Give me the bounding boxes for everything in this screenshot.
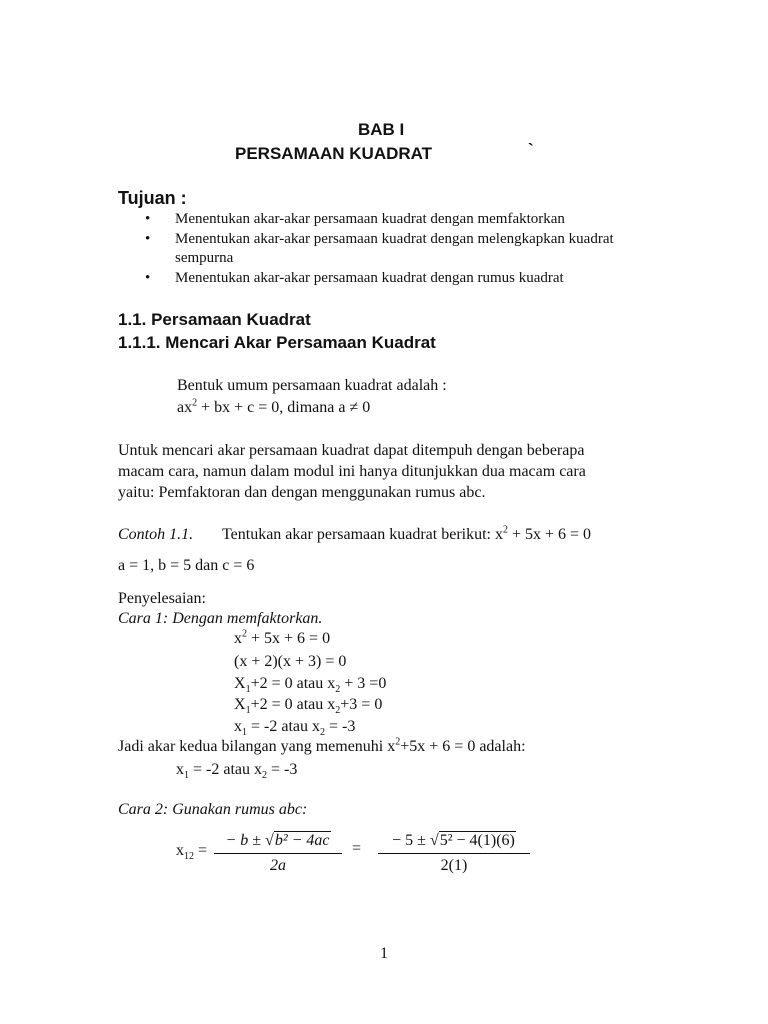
formula-abc-general xyxy=(214,832,342,875)
chapter-title: PERSAMAAN KUADRAT xyxy=(235,144,433,163)
method1-step: (x + 2)(x + 3) = 0 xyxy=(234,653,347,670)
objective-item: • Menentukan akar-akar persamaan kuadrat dengan memfaktorkan xyxy=(145,210,615,229)
equals-sign: = xyxy=(352,840,362,857)
paragraph-line: yaitu: Pemfaktoran dan dengan menggunakan rumus abc. xyxy=(118,484,486,501)
section-heading-1-1-1: 1.1.1. Mencari Akar Persamaan Kuadrat xyxy=(118,333,436,352)
paragraph-line: Untuk mencari akar persamaan kuadrat dapat ditempuh dengan beberapa xyxy=(118,442,585,459)
paragraph-line: macam cara, namun dalam modul ini hanya ditunjukkan dua macam cara xyxy=(118,463,586,480)
example-coefficients: a = 1, b = 5 dan c = 6 xyxy=(118,557,255,574)
method1-step: $x^2 + 5x + 6 = 0$ xyxy=(234,628,331,647)
formula-denominator: 2a xyxy=(270,857,286,874)
objectives-heading: Tujuan : xyxy=(118,188,187,208)
method1-step: $X_1+2 = 0$ atau $x_2+3 = 0$ xyxy=(234,696,383,717)
formula-abc-substituted xyxy=(378,832,530,875)
method1-step: $X_1+2 = 0$ atau $x_2 + 3 =0$ xyxy=(234,675,387,696)
formula-numerator: − 5 ± √5² − 4(1)(6) xyxy=(392,832,515,849)
section-heading-1-1: 1.1. Persamaan Kuadrat xyxy=(118,310,311,329)
solution-label: Penyelesaian: xyxy=(118,590,206,607)
general-form-equation: $ax^2$ + bx + c = 0, dimana a ≠ 0 xyxy=(177,397,371,416)
general-form-intro: Bentuk umum persamaan kuadrat adalah : xyxy=(177,377,447,394)
method1-step: $x_1 = -2$ atau $x_2 = -3$ xyxy=(234,718,356,739)
stray-mark: ` xyxy=(528,140,534,159)
method1-conclusion: Jadi akar kedua bilangan yang memenuhi $x^2+5x + 6 = 0$ adalah: xyxy=(118,736,526,755)
example-label: Contoh 1.1. xyxy=(118,526,194,543)
example-text: Tentukan akar persamaan kuadrat berikut: $x^2 + 5x + 6 = 0$ xyxy=(222,524,592,543)
formula-lhs: $x_{12}$ = xyxy=(176,842,208,863)
chapter-label: BAB I xyxy=(358,120,405,139)
formula-numerator: − b ± √b² − 4ac xyxy=(225,832,330,849)
method2-title: Cara 2: Gunakan rumus abc: xyxy=(118,801,308,818)
objective-item: • Menentukan akar-akar persamaan kuadrat dengan rumus kuadrat xyxy=(145,269,615,288)
objectives-list xyxy=(145,210,615,289)
objective-item: • Menentukan akar-akar persamaan kuadrat dengan melengkapkan kuadrat sempurna xyxy=(145,230,615,268)
method1-answer: $x_1 = -2$ atau $x_2 = -3$ xyxy=(176,761,298,782)
method1-title: Cara 1: Dengan memfaktorkan. xyxy=(118,610,323,627)
page-number: 1 xyxy=(380,945,388,962)
formula-denominator: 2(1) xyxy=(440,857,468,874)
